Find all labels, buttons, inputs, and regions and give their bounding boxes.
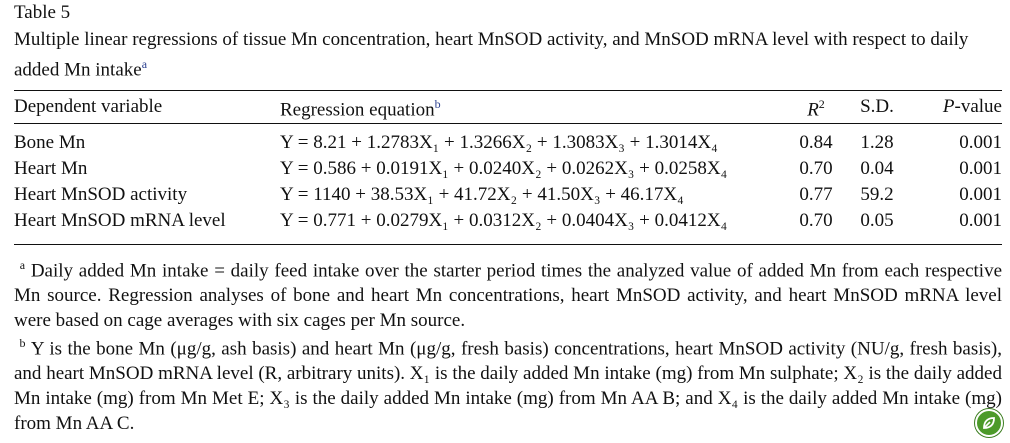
footnote-a-text: Daily added Mn intake = daily feed intake over the starter period times the analyzed value of added Mn from each respective Mn source. Regression analyses of bone and heart Mn concentrations, heart MnSOD activity, and heart MnSOD mRNA level were based on cage averages with six cages per Mn source. [14, 260, 1003, 332]
cell-dependent: Heart Mn [14, 158, 88, 179]
table-row [14, 156, 1002, 182]
cell-r2: 0.77 [799, 184, 833, 205]
header-pvalue [912, 91, 1002, 123]
leaf-icon[interactable] [975, 409, 1003, 437]
bottom-rule [14, 244, 1002, 245]
footnote-a [14, 253, 1002, 333]
header-row [14, 91, 1002, 123]
table-label: Table 5 [14, 2, 71, 23]
footnote-b-text: Y is the bone Mn (μg/g, ash basis) and heart Mn (μg/g, fresh basis) concentrations, heart MnSOD activity (NU/g, fresh basis), and heart MnSOD mRNA level (R, arbitrary units). X₁ is the daily added Mn intake (mg) from Mn sulphate; X₂ is the daily added Mn intake (mg) from Mn Met E; X₃ is the daily added Mn intake (mg) from Mn AA B; and X₄ is the daily added Mn intake (mg) from Mn AA C. [14, 338, 1003, 435]
cell-r2: 0.84 [799, 132, 833, 153]
header-r2-symbol: R [807, 99, 819, 121]
cell-sd: 1.28 [860, 132, 894, 153]
table-row [14, 130, 1002, 156]
cell-sd: 0.04 [860, 158, 894, 179]
header-dependent: Dependent variable [14, 96, 163, 118]
footnote-b-mark: b [19, 336, 26, 350]
cell-equation: Y = 8.21 + 1.2783X₁ + 1.3266X₂ + 1.3083X₃ + 1.3014X₄ [280, 132, 718, 153]
header-equation-footnote-ref[interactable]: b [434, 97, 441, 111]
header-sd: S.D. [860, 96, 894, 118]
cell-r2: 0.70 [799, 158, 833, 179]
header-rule [14, 123, 1002, 124]
cell-sd: 0.05 [860, 210, 894, 231]
cell-equation: Y = 0.586 + 0.0191X₁ + 0.0240X₂ + 0.0262X₃ + 0.0258X₄ [280, 158, 728, 179]
header-r2 [790, 91, 842, 123]
cell-r2: 0.70 [799, 210, 833, 231]
table-body [14, 130, 1002, 234]
table-caption [14, 28, 1000, 82]
header-r2-sup: 2 [818, 97, 825, 111]
header-p-rest: -value [954, 96, 1002, 118]
caption-footnote-ref[interactable]: a [141, 57, 148, 71]
cell-pvalue: 0.001 [959, 132, 1002, 153]
table-header [14, 91, 1002, 123]
cell-pvalue: 0.001 [959, 210, 1002, 231]
cell-equation: Y = 0.771 + 0.0279X₁ + 0.0312X₂ + 0.0404X₃ + 0.0412X₄ [280, 210, 728, 231]
caption-text: Multiple linear regressions of tissue Mn concentration, heart MnSOD activity, and MnSOD mRNA level with respect to daily added Mn intake [14, 29, 969, 81]
table-row [14, 208, 1002, 234]
leaf-icon-glyph [981, 415, 997, 431]
cell-pvalue: 0.001 [959, 158, 1002, 179]
cell-dependent: Heart MnSOD activity [14, 184, 188, 205]
cell-dependent: Heart MnSOD mRNA level [14, 210, 226, 231]
footnote-a-mark: a [19, 258, 26, 272]
cell-pvalue: 0.001 [959, 184, 1002, 205]
cell-sd: 59.2 [860, 184, 894, 205]
header-p-symbol: P [942, 96, 955, 118]
footnote-b [14, 331, 1002, 436]
header-equation [280, 91, 790, 123]
header-equation-text: Regression equation [280, 99, 435, 121]
table-row [14, 182, 1002, 208]
cell-equation: Y = 1140 + 38.53X₁ + 41.72X₂ + 41.50X₃ + 46.17X₄ [280, 184, 684, 205]
cell-dependent: Bone Mn [14, 132, 86, 153]
